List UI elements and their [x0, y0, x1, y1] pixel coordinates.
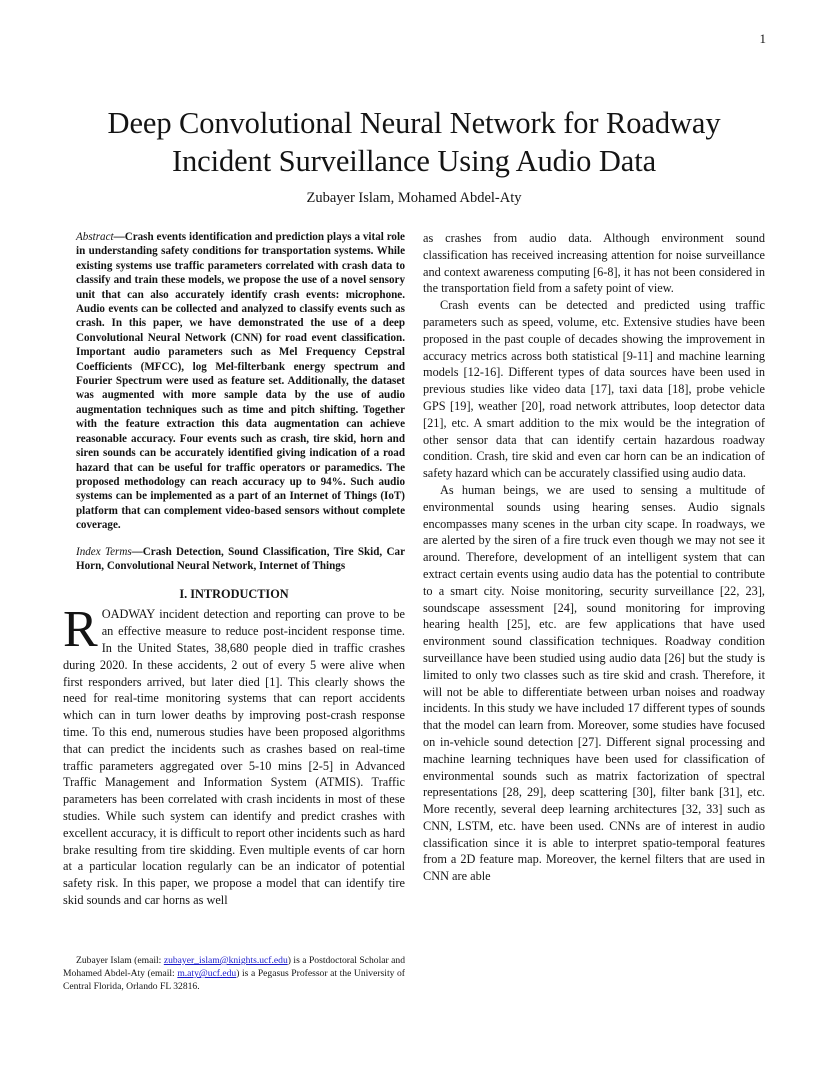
- body-paragraph-3: As human beings, we are used to sensing a multitude of environmental sounds using hearing senses. Audio signals encompasses many scenes in the urban city scape. In roadways, we are alerted by the siren of a fire truck even though we may not see it around. Therefore, development of an intelligent system that can extract certain events using audio data has the potential to contribute to a smart city. Noise monitoring, security surveillance [22, 23], soundscape assessment [24], sound monitoring for improving hearing health [25], etc. are few applications that have used environment sound classification techniques. Roadway condition surveillance have been studied using audio data [26] but the study is limited to only two classes such as tire skid and crash. Therefore, it will not be able to differentiate between urban noises and roadway incidents. In this study we have included 17 different types of sounds that the model can learn from. Moreover, some studies have focused on in-vehicle sound detection [27]. Different signal processing and machine learning techniques have been used for classification of environmental sounds such as matrix factorization of spectral representations [28, 29], deep scattering [30], filter bank [31], etc. More recently, several deep learning architectures [32, 33] such as CNN, LSTM, etc. have been used. CNNs are of interest in audio classification since it is able to interpret spatio-temporal features from a 2D feature map. Moreover, the kernel filters that are used in CNN are able: [423, 482, 765, 884]
- abstract-text: —Crash events identification and prediction plays a vital role in understanding safety conditions for transportation systems. While existing systems use traffic parameters correlated with crash data to classify and train these models, we propose the use of a novel sensory unit that can also accurately identify crash events: microphone. Audio events can be collected and analyzed to classify events such as crash. In this paper, we have demonstrated the use of a deep Convolutional Neural Network (CNN) for road event classification. Important audio parameters such as Mel Frequency Cepstral Coefficients (MFCC), log Mel-filterbank energy spectrum and Fourier Spectrum were used as feature set. Additionally, the dataset was augmented with more sample data by the use of audio augmentation techniques such as time and pitch shifting. Together with the feature extraction this data augmentation can achieve reasonable accuracy. Four events such as crash, tire skid, horn and siren sounds can be accurately identified giving indication of a road hazard that can be useful for traffic operators or paramedics. The proposed methodology can reach accuracy up to 94%. Such audio systems can be implemented as a part of an Internet of Things (IoT) platform that can complement video-based sensors without complete coverage.: [76, 231, 405, 532]
- index-terms-text: —Crash Detection, Sound Classification, Tire Skid, Car Horn, Convolutional Neural Network, Internet of Things: [76, 545, 405, 572]
- title-line-1: Deep Convolutional Neural Network for Roadway: [107, 106, 721, 140]
- drop-cap: R: [63, 601, 98, 659]
- page-number: 1: [759, 31, 766, 46]
- email-link-abdel-aty[interactable]: m.aty@ucf.edu: [177, 968, 237, 980]
- email-link-islam[interactable]: zubayer_islam@knights.ucf.edu: [163, 955, 288, 966]
- left-column: [63, 230, 405, 909]
- right-column: [423, 230, 765, 885]
- index-terms-lead: Index Terms: [76, 545, 132, 558]
- body-paragraph-1: as crashes from audio data. Although environment sound classification has received increasing attention for noise surveillance and context awareness computing [6-8], it has not been considered in the transportation field from a safety point of view.: [423, 231, 765, 296]
- intro-paragraph: [63, 601, 405, 908]
- footnote-text-3: ) is a Pegasus Professor at the University of Central Florida, Orlando FL 32816.: [63, 968, 405, 993]
- footnote: [63, 954, 405, 994]
- abstract-lead: Abstract: [76, 231, 114, 243]
- title-line-2: Incident Surveillance Using Audio Data: [171, 144, 657, 178]
- intro-text: OADWAY incident detection and reporting can prove to be an effective measure to reduce post-incident response time. In the United States, 38,680 people died in traffic crashes during 2020. In these accidents, 2 out of every 5 were alive when first responders arrived, but later died [1]. This clearly shows the need for real-time monitoring systems that can report accidents which can in turn lower deaths by improving post-crash response time. To this end, numerous studies have been proposed algorithms that can predict the incidents such as crashes based on real-time traffic parameters aggregated over 5-10 mins [2-5] in Advanced Traffic Management and Information System (ATMIS). Traffic parameters has been correlated with crash incidents in most of these studies. While such system can identify and predict crashes with excellent accuracy, it is difficult to report other incidents such as hard brake resulting from tire skidding. Even multiple events of car horn at a particular location regularly can be an indicator of potential safety risk. In this paper, we propose a model that can identify tire skid sounds and car horns as well: [63, 607, 405, 907]
- footnote-text-2: ) is a Postdoctoral Scholar and Mohamed Abdel-Aty (email:: [63, 955, 405, 980]
- body-paragraph-2: Crash events can be detected and predicted using traffic parameters such as speed, volume, etc. Extensive studies have been proposed in the past couple of decades showing the improvement in accuracy metrics across both statistical [9-11] and machine learning models [12-16]. Different types of data sources have been used in previous studies like video data [17], taxi data [18], probe vehicle GPS [19], weather [20], road network attributes, loop detector data [21], etc. A smart addition to the mix would be the integration of other sensor data that can identify certain hazardous roadway condition. Crash, tire skid and even car horn can be an indication of safety hazard which can be accurately classified using audio data.: [423, 298, 765, 481]
- index-terms: [63, 545, 405, 574]
- abstract: [63, 230, 405, 533]
- footnote-text-1: Zubayer Islam (email:: [76, 955, 164, 966]
- section-heading-introduction: I. INTRODUCTION: [179, 587, 289, 602]
- paper-title: [40, 104, 788, 180]
- author-list: Zubayer Islam, Mohamed Abdel-Aty: [306, 190, 522, 206]
